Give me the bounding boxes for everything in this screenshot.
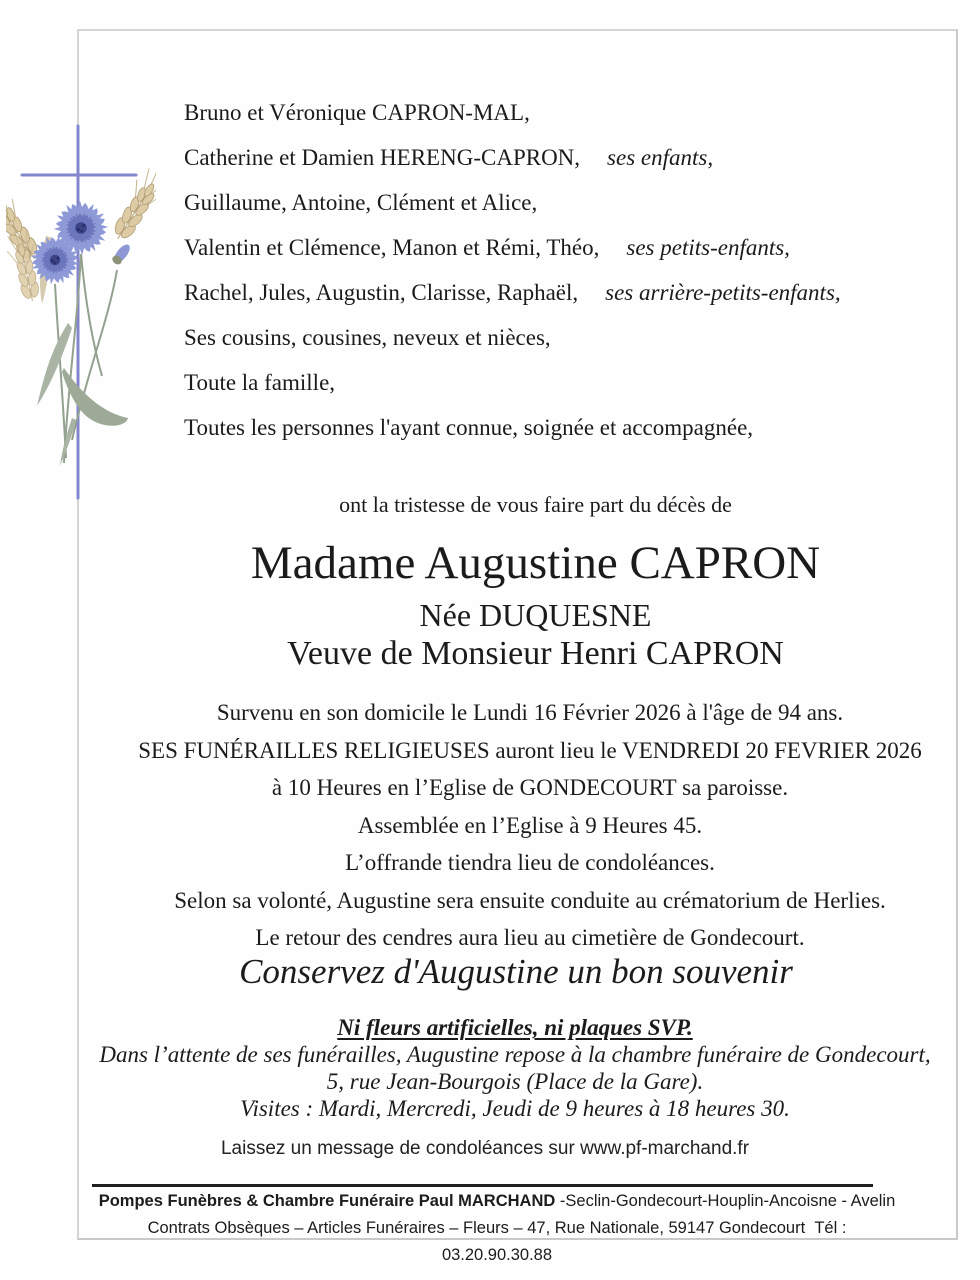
family-line <box>184 135 904 180</box>
family-names: Rachel, Jules, Augustin, Clarisse, Raphaël, <box>184 280 579 305</box>
ceremony-line: Survenu en son domicile le Lundi 16 Février 2026 à l'âge de 94 ans. <box>216 700 844 725</box>
family-relation: ses arrière-petits-enfants, <box>605 280 841 305</box>
cross-icon <box>22 126 136 498</box>
footer-divider <box>92 1184 873 1187</box>
notice-block <box>75 1014 955 1122</box>
notice-line: Dans l’attente de ses funérailles, Augustine repose à la chambre funéraire de Gondecourt, <box>99 1042 931 1067</box>
deceased-name: Madame Augustine CAPRON <box>250 537 821 589</box>
funeral-home-services: Contrats Obsèques – Articles Funéraires – Fleurs – 47, Rue Nationale, 59147 Gondecourt Tél : 03.20.90.30.88 <box>147 1219 847 1264</box>
family-names: Bruno et Véronique CAPRON-MAL, <box>184 100 530 125</box>
funeral-home-locations: -Seclin-Gondecourt-Houplin-Ancoisne - Avelin <box>555 1192 896 1210</box>
family-names: Toute la famille, <box>184 370 336 395</box>
family-line <box>184 360 904 405</box>
family-names: Ses cousins, cousines, neveux et nièces, <box>184 325 551 350</box>
notice-line: Visites : Mardi, Mercredi, Jeudi de 9 heures à 18 heures 30. <box>240 1096 790 1121</box>
family-relation: ses enfants, <box>607 145 714 170</box>
footer-block <box>97 1188 897 1269</box>
widow-of-line: Veuve de Monsieur Henri CAPRON <box>287 635 784 672</box>
announcement-line: ont la tristesse de vous faire part du décès de <box>339 492 732 517</box>
family-names: Toutes les personnes l'ayant connue, soignée et accompagnée, <box>184 415 754 440</box>
family-names: Guillaume, Antoine, Clément et Alice, <box>184 190 538 215</box>
family-line <box>184 315 904 360</box>
condolences-line: Laissez un message de condoléances sur www.pf-marchand.fr <box>220 1138 750 1159</box>
ceremony-line: Assemblée en l’Eglise à 9 Heures 45. <box>357 812 703 838</box>
ceremony-line: Le retour des cendres aura lieu au cimetière de Gondecourt. <box>255 925 805 950</box>
family-relation: ses petits-enfants, <box>626 235 790 260</box>
ceremony-line: SES FUNÉRAILLES RELIGIEUSES auront lieu le VENDREDI 20 FEVRIER 2026 <box>138 737 922 763</box>
family-line <box>184 180 904 225</box>
ceremony-line: L’offrande tiendra lieu de condoléances. <box>345 850 715 875</box>
family-line <box>184 270 904 315</box>
family-line <box>184 225 904 270</box>
cross-and-cornflowers-illustration <box>6 118 156 508</box>
family-names: Valentin et Clémence, Manon et Rémi, Théo, <box>184 235 600 260</box>
maiden-name: Née DUQUESNE <box>419 597 652 633</box>
notice-line: 5, rue Jean-Bourgois (Place de la Gare). <box>326 1069 704 1094</box>
stems-icon <box>55 254 117 463</box>
family-line <box>184 405 904 450</box>
family-line <box>184 90 904 135</box>
funeral-home-name: Pompes Funèbres & Chambre Funéraire Paul MARCHAND <box>98 1192 556 1210</box>
ceremony-line: Selon sa volonté, Augustine sera ensuite conduite au crématorium de Herlies. <box>174 887 886 913</box>
motto-line: Conservez d'Augustine un bon souvenir <box>239 952 793 991</box>
leaves-icon <box>37 323 128 466</box>
family-names: Catherine et Damien HERENG-CAPRON, <box>184 145 581 170</box>
family-list <box>184 90 904 450</box>
flower-bud-icon <box>111 242 133 266</box>
no-flowers-line: Ni fleurs artificielles, ni plaques SVP. <box>337 1015 693 1040</box>
ceremony-details <box>88 694 972 957</box>
ceremony-line: à 10 Heures en l’Eglise de GONDECOURT sa paroisse. <box>271 775 789 800</box>
footer-line <box>97 1188 897 1215</box>
